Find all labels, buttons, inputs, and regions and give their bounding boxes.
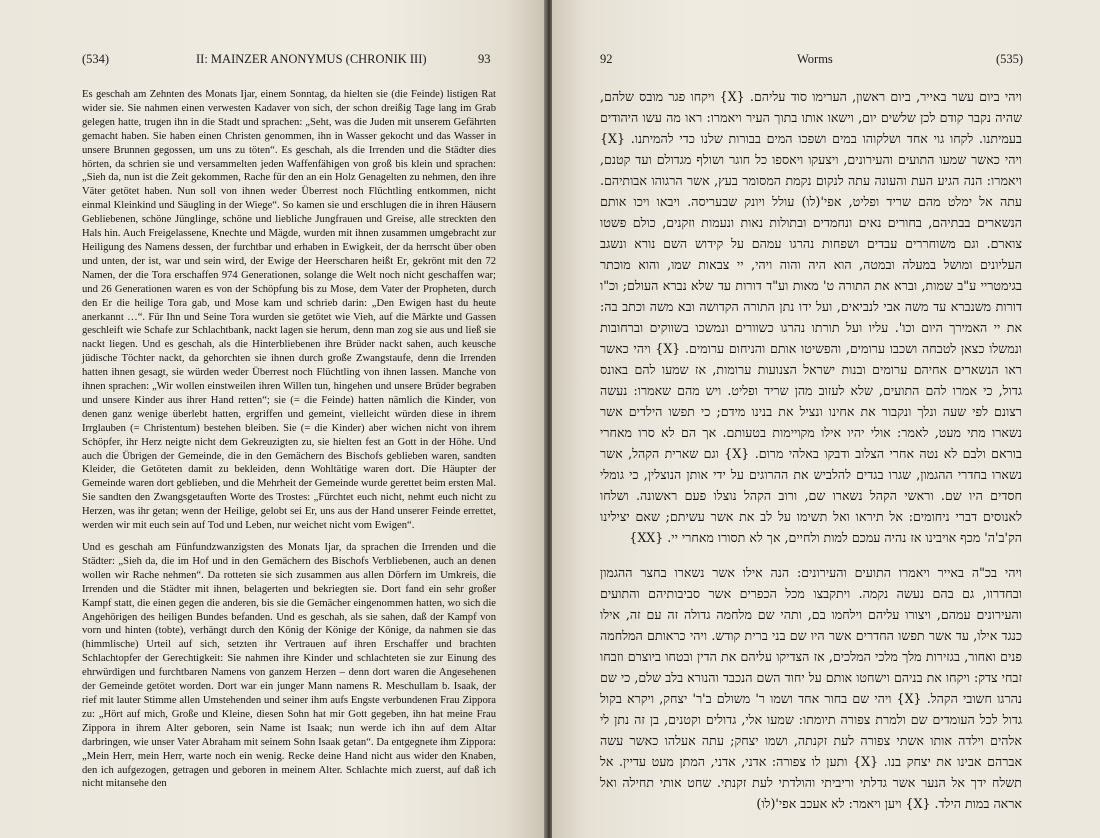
right-page-number: (535)	[996, 52, 1024, 66]
right-original-page-number: 92	[600, 52, 613, 66]
hebrew-paragraph-2: ויהי בכ"ה באייר ויאמרו התועים והעירונים: הנה אילו אשר נשארו בחצר ההגמון ובחדרוו, גם בהם נעשה נקמה. ויתקבצו מכל הכפרים אשר סביבותיהם והתועים והעירונים עמהם, ויצורו עליהם וילחמו בם, ותהי שם מלחמה גדולה זה עם זה, אילו כנגד אילו, עד אשר תפשו החדרים אשר היו שם בני ברית קודש. ויהי כראותם המלחמה פנים ואחור, בגזירות מלך מלכי המלכים, אז הצדיקו עליהם את הדין ובטחו ביוצרם וזבחו זבחי צדק: ויקחו את בניהם וישחטו אותם על יחוד השם הנכבד והנורא בלב שלם, כי שם נהרגו חשובי הקהל. {X} ויהי שם בחור אחד ושמו ר' משולם ב'ר' יצחק, ויקרא בקול גדול לכל העומדים שם ולמרת צפורה תיומתו: שמעו אלי, גדולים וקטנים, בן זה נתן לי אלהים וילדה אותו אשתי צפורה לעת זקנתה, ושמו יצחק; עתה אעלהו כאשר עשה אברהם אבינו את יצחק בנו. {X} ותען לו צפורה: אדני, אדני, המתן מעט עדיין. אל תשלח ידך אל הנער אשר גדלתי וריביתי והולדתי לעת זקנתי. שחט אותי תחילה ואל אראה במות הילד. {X} ויען ויאמר: לא אעכב אפי'(לו)	[600, 565, 1023, 811]
left-page	[0, 0, 546, 838]
right-page	[552, 0, 1100, 838]
left-running-head: II: MAINZER ANONYMUS (CHRONIK III)	[196, 52, 427, 66]
hebrew-text	[600, 86, 1022, 828]
german-paragraph-1: Es geschah am Zehnten des Monats Ijar, einem Sonntag, da hielten sie (die Feinde) listigen Rat wider sie. Sie nahmen einen verwesten Kadaver von sich, der schon dreißig Tage lang im Grab gelegen hatte, trugen ihn in die Stadt und sprachen: „Seht, was die Juden mit unserem Gefährten gemacht haben. Sie haben einen Christen genommen, ihn in Wasser gekocht und das Wasser in unsere Brunnen gegossen, um uns zu töten“. Es geschah, als die Irrenden und die Städter dies hörten, da schrien sie und versammelten jeden Waffenfähigen von groß bis klein und sprachen: „Sieh da, nun ist die Zeit gekommen, Rache für den an ein Holz Genagelten zu nehmen, den ihre Väter getötet haben. Nun soll von ihnen weder Überrest noch Flüchtling entkommen, nicht einmal Kleinkind und Säugling in der Wiege“. So kamen sie und erschlugen die in ihren Häusern Gebliebenen, schöne Jünglinge, schöne und liebliche Jungfrauen und Greise, alle streckten den Hals hin. Auch Freigelassene, Knechte und Mägde, wurden mit ihnen zusammen umgebracht zur Heiligung des Namens dessen, der furchtbar und erhaben in Ewigkeit, der da herrscht über oben und unten, der ist, war und sein wird, der Ewige der Heerscharen heißt Er, gekrönt mit den 72 Namen, der die Tora erschaffen 974 Generationen, solange die Welt noch nicht geschaffen war; und 26 Generationen waren es von der Schöpfung bis zu Mose, dem Vater der Propheten, durch den Er die heilige Tora gab, und Mose kam und schrieb darin: „Den Ewigen hast du heute anerkannt …“. Für Ihn und Seine Tora wurden sie getötet wie Vieh, auf die Märkte und Gassen geschleift wie Schafe zur Schlachtbank, nackt lagen sie herum, denn man zog sie aus und ließ sie nackt liegen. Und es geschah, als die Hinterbliebenen ihre Brüder nackt sahen, auch keusche jüdische Töchter nackt, da gehorchten sie ihnen durch große Zwangstaufe, denn die Irrenden hatten ihnen gesagt, sie würden weder Überrest noch Flüchtling von ihnen lassen. Manche von ihnen sprachen: „Wir wollen einstweilen ihren Willen tun, hingehen und unsere Brüder begraben und unsere Kinder aus ihrer Hand retten“; sie (= die Feinde) hatten nämlich die Kinder, von denen ganz wenige überlebt hatten, ergriffen und gemeint, vielleicht würden diese in ihrem Irrglauben (= Christentum) bestehen bleiben. Sie (= die Kinder) aber wichen nicht von ihrem Schöpfer, ihr Herz neigte nicht dem Gekreuzigten zu, sie hielten fest an Gott in der Höhe. Und auch die Übrigen der Gemeinde, die in den Gemächern des Bischofs geblieben waren, sandten Kleider, die Getöteten damit zu bekleiden, denn Wohltätige waren dort. Die Häupter der Gemeinde waren dort geblieben, und die Mehrheit der Gemeinde wurde gerettet beim ersten Mal. Sie sandten den Zwangsgetauften Worte des Trostes: „Fürchtet euch nicht, nehmt euch nicht zu Herzen, was ihr getan; wenn der Heilige, gelobt sei Er, uns aus der Hand unserer Feinde errettet, werden wir mit euch sein auf Tod und Leben, nur weichet nicht vom Ewigen“.	[82, 89, 496, 532]
right-running-head: Worms	[797, 52, 833, 66]
left-original-page-number: 93	[478, 52, 491, 66]
german-translation	[82, 88, 496, 799]
left-page-number: (534)	[82, 52, 110, 66]
hebrew-paragraph-1: ויהי ביום עשר באייר, ביום ראשון, הערימו סוד עליהם. {X} ויקחו פגר מובס שלהם, שהיה נקבר קודם לכן שלשים יום, וישאו אותו בתוך העיר ויאמרו: ראו מה עשו היהודים בעמיתנו. לקחו גוי אחד ושלקוהו במים ושפכו המים בבורות שלנו כדי להמיתנו. {X} ויהי כאשר שמעו התועים והעירונים, ויצעקו ויאספו כל חוגר ושולף מגדולם ועד קטנם, ויאמרו: הנה הגיע העת והעונה עתה לנקום נקמת המסומר בעץ, אשר הרגוהו אבותיהם. עתה אל ימלט מהם שריד ופליט, אפי'(לו) עולל ויונק שבעריסה. ויבאו ויכו אותם הנשארים בבתיהם, בחורים נאים ונחמדים ובתולות נאות ונעמות וזקנים, כולם פשטו צוארם. וגם משוחררים עבדים ושפחות נהרגו עמהם על קידוש השם נורא ונשגב העליונים ומושל במעלה ובמטה, הוא היה והוה ויהי, יי צבאות שמו, והוא מוכתר בגימטריי ע"ב שמות, וברא את התורה ט' מאות וע"ד דורות עד שלא נברא העולם; וכ"ו דורות משנברא עד משה אבי לנביאים, ועל ידו נתן התורה הקדושה ובא משה וכתב בה: את יי האמירך היום וכו'. עליו ועל תורתו נהרגו כשוורים ונמשכו בשווקים וברחובות ונמשלו כצאן לטבחה ושכבו ערומים, והפשיטו אותם והניחום ערומים. {X} ויהי כאשר ראו הנשארים אחיהם ערומים ובנות ישראל הצנועות ערומות, אז שמעו להם באונס גדול, כי אמרו להם התועים, שלא לעזוב מהן שריד ופליט. ויש מהם שאמרו: נעשה רצונם לפי שעה ונלך ונקבור את אחינו ונציל את בנינו מידם; כי תפשו הילדים אשר נשארו מתי מעט, לאמר: אולי יהיו אילו מקויימות בטעותם. אך הם לא סרו מאחרי בוראם ולבם לא נטה אחרי הצלוב ודבקו באלהי מרום. {X} וגם שארית הקהל, אשר נשארו בחדרי ההגמון, שגרו בגדים להלביש את ההרוגים על ידי אותן הנוצלין, כי גומלי חסדים היו שם. וראשי הקהל נשארו שם, ורוב הקהל נוצלו פעם ראשונה. ושלחו לאנוסים דברי ניחומים: אל תיראו ואל תשימו על לב את אשר עשיתם; שאם יצילינו הק'ב'ה' מכף אויבינו אז נהיה עמכם למות ולחיים, אך לא תסורו מאחרי יי. {XX}	[600, 89, 1022, 545]
german-paragraph-2: Und es geschah am Fünfundzwanzigsten des Monats Ijar, da sprachen die Irrenden und die Städter: „Sieh da, die im Hof und in den Gemächern des Bischofs Verbliebenen, auch an denen wollen wir Rache nehmen“. Da rotteten sie sich zusammen aus allen Dörfern im Umkreis, die Irrenden und die Städter mit ihnen, belagerten und bekriegten sie. Dort fand ein sehr großer Kampf statt, die einen gegen die anderen, bis sie die Gemächer eingenommen hatten, wo sich die Angehörigen des heiligen Bundes befanden. Und es geschah, als sie sahen, daß der Kampf von vorn und hinten (tobte), verhängt durch den König der Könige der Könige, da nahmen sie das (himmlische) Urteil auf sich, setzten ihr Vertrauen auf ihren Erschaffer und brachten Schlachtopfer der Gerechtigkeit: Sie nahmen ihre Kinder und schlachteten sie zur Einung des ehrwürdigen und furchtbaren Namens von ganzem Herzen – denn dort waren die Angesehenen der Gemeinde getötet worden. Dort war ein junger Mann namens R. Meschullam b. Isaak, der rief mit lauter Stimme allen Umstehenden und seiner ihm aufs Engste verbundenen Frau Zippora zu: „Hört auf mich, Große und Kleine, diesen Sohn hat mir Gott gegeben, ihn hat meine Frau Zippora in ihrem Alter geboren, sein Name ist Isaak; nun werde ich ihn auf dem Altar darbringen, wie unser Vater Abraham mit seinem Sohn Isaak getan“. Da entgegnete ihm Zippora: „Mein Herr, mein Herr, warte noch ein wenig. Recke deine Hand nicht aus wider den Knaben, den ich aufgezogen, getragen und geboren in meinem Alter. Schlachte mich zuerst, auf daß ich nicht mitansehe den	[82, 542, 496, 790]
